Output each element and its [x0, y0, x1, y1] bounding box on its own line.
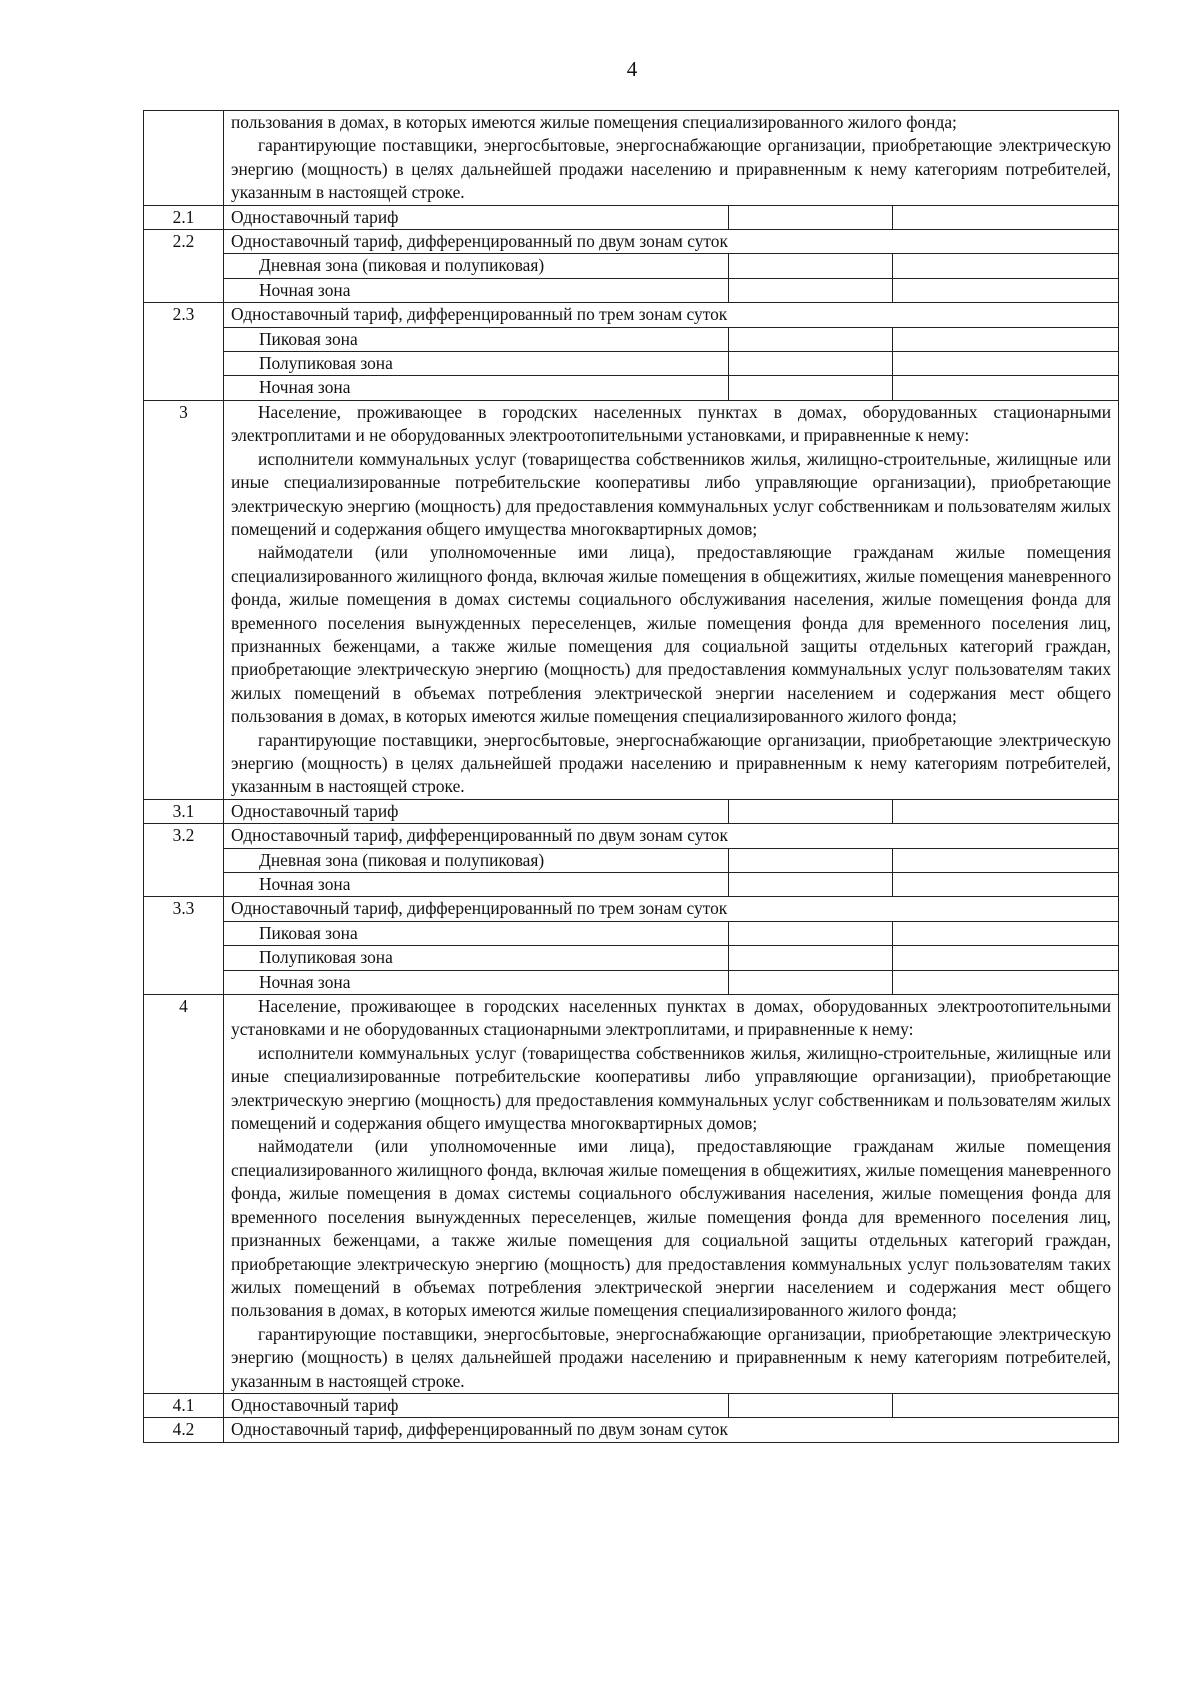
table-row [144, 1418, 1119, 1442]
row-number: 3.2 [144, 824, 224, 897]
value-cell [729, 946, 893, 970]
row-number: 3.3 [144, 897, 224, 995]
value-cell [893, 848, 1119, 872]
table-row [144, 946, 1119, 970]
row-label: Одноставочный тариф [224, 205, 729, 229]
zone-label: Пиковая зона [224, 921, 729, 945]
zone-label: Ночная зона [224, 376, 729, 400]
value-cell [729, 970, 893, 994]
group-4-suppliers: гарантирующие поставщики, энергосбытовые, энергоснабжающие организации, приобретающие электрическую энергию (мощность) в целях дальнейшей продажи населению и приравненным к нему категориям потребителей, указанным в настоящей строке. [231, 1323, 1112, 1391]
value-cell [729, 352, 893, 376]
value-cell [893, 799, 1119, 823]
row-label: Одноставочный тариф, дифференцированный по трем зонам суток [224, 303, 1119, 327]
row-number: 3.1 [144, 799, 224, 823]
value-cell [729, 873, 893, 897]
value-cell [893, 921, 1119, 945]
value-cell [893, 376, 1119, 400]
row-label: Одноставочный тариф, дифференцированный по двум зонам суток [224, 230, 1119, 254]
value-cell [893, 205, 1119, 229]
group-4-landlords: наймодатели (или уполномоченные ими лица), предоставляющие гражданам жилые помещения специализированного жилищного фонда, включая жилые помещения в общежитиях, жилые помещения маневренного фонда, жилые помещения в домах системы социального обслуживания населения, жилые помещения фонда для временного поселения вынужденных переселенцев, жилые помещения фонда для временного поселения лиц, признанных беженцами, а также жилые помещения для социальной защиты отдельных категорий граждан, приобретающие электрическую энергию (мощность) для предоставления коммунальных услуг пользователям таких жилых помещений в объемах потребления электрической энергии населением и содержания мест общего пользования в домах, в которых имеются жилые помещения специализированного жилого фонда; [231, 1136, 1112, 1321]
table-row [144, 921, 1119, 945]
value-cell [729, 278, 893, 302]
group-2-description [224, 111, 1119, 206]
zone-label: Ночная зона [224, 278, 729, 302]
table-row [144, 205, 1119, 229]
value-cell [729, 1393, 893, 1417]
group-4-executors: исполнители коммунальных услуг (товарищества собственников жилья, жилищно-строительные, жилищные или иные специализированные потребительские кооперативы либо управляющие организации), приобретающие электрическую энергию (мощность) для предоставления коммунальных услуг собственникам и пользователям жилых помещений и содержания общего имущества многоквартирных домов; [231, 1042, 1112, 1134]
group-3-suppliers: гарантирующие поставщики, энергосбытовые, энергоснабжающие организации, приобретающие электрическую энергию (мощность) в целях дальнейшей продажи населению и приравненным к нему категориям потребителей, указанным в настоящей строке. [231, 729, 1112, 797]
table-row [144, 970, 1119, 994]
row-number: 2.2 [144, 230, 224, 303]
value-cell [729, 327, 893, 351]
group-3-description [224, 400, 1119, 799]
table-row [144, 848, 1119, 872]
page-number: 4 [626, 57, 638, 81]
value-cell [893, 946, 1119, 970]
row-number: 4.2 [144, 1418, 224, 1442]
group-2-continuation: пользования в домах, в которых имеются жилые помещения специализированного жилого фонда; [231, 112, 957, 132]
row-number: 2.3 [144, 303, 224, 401]
table-row [144, 897, 1119, 921]
value-cell [729, 799, 893, 823]
zone-label: Дневная зона (пиковая и полупиковая) [224, 254, 729, 278]
table-row [144, 824, 1119, 848]
zone-label: Дневная зона (пиковая и полупиковая) [224, 848, 729, 872]
row-label: Одноставочный тариф, дифференцированный по трем зонам суток [224, 897, 1119, 921]
value-cell [893, 254, 1119, 278]
group-3-executors: исполнители коммунальных услуг (товарищества собственников жилья, жилищно-строительные, жилищные или иные специализированные потребительские кооперативы либо управляющие организации), приобретающие электрическую энергию (мощность) для предоставления коммунальных услуг собственникам и пользователям жилых помещений и содержания общего имущества многоквартирных домов; [231, 448, 1112, 539]
value-cell [893, 873, 1119, 897]
row-number: 2.1 [144, 205, 224, 229]
group-3-landlords: наймодатели (или уполномоченные ими лица), предоставляющие гражданам жилые помещения специализированного жилищного фонда, включая жилые помещения в общежитиях, жилые помещения маневренного фонда, жилые помещения в домах системы социального обслуживания населения, жилые помещения фонда для временного поселения вынужденных переселенцев, жилые помещения фонда для временного поселения лиц, признанных беженцами, а также жилые помещения для социальной защиты отдельных категорий граждан, приобретающие электрическую энергию (мощность) для предоставления коммунальных услуг пользователям таких жилых помещений в объемах потребления электрической энергии населением и содержания мест общего пользования в домах, в которых имеются жилые помещения специализированного жилого фонда; [231, 542, 1112, 727]
table-row [144, 400, 1119, 799]
table-row [144, 799, 1119, 823]
value-cell [729, 376, 893, 400]
table-row [144, 327, 1119, 351]
table-row [144, 376, 1119, 400]
table-row [144, 352, 1119, 376]
zone-label: Ночная зона [224, 970, 729, 994]
zone-label: Пиковая зона [224, 327, 729, 351]
row-label: Одноставочный тариф [224, 799, 729, 823]
group-3-intro: Население, проживающее в городских населенных пунктах в домах, оборудованных стационарными электроплитами и не оборудованных электроотопительными установками, и приравненные к нему: [231, 401, 1112, 446]
table-row [144, 278, 1119, 302]
row-number: 4.1 [144, 1393, 224, 1417]
group-4-description [224, 995, 1119, 1394]
table-row [144, 995, 1119, 1394]
group-4-intro: Население, проживающее в городских населенных пунктах в домах, оборудованных электроотопительными установками и не оборудованных стационарными электроплитами, и приравненные к нему: [231, 996, 1112, 1040]
table-row [144, 111, 1119, 206]
value-cell [893, 327, 1119, 351]
zone-label: Ночная зона [224, 873, 729, 897]
row-label: Одноставочный тариф [224, 1393, 729, 1417]
value-cell [893, 352, 1119, 376]
value-cell [893, 1393, 1119, 1417]
tariff-table [143, 110, 1119, 1443]
row-label: Одноставочный тариф, дифференцированный по двум зонам суток [224, 1418, 1119, 1442]
table-row [144, 230, 1119, 254]
value-cell [729, 921, 893, 945]
value-cell [729, 254, 893, 278]
table-row [144, 1393, 1119, 1417]
value-cell [893, 278, 1119, 302]
row-number: 4 [144, 995, 224, 1394]
table-row [144, 873, 1119, 897]
group-2-suppliers: гарантирующие поставщики, энергосбытовые, энергоснабжающие организации, приобретающие электрическую энергию (мощность) в целях дальнейшей продажи населению и приравненным к нему категориям потребителей, указанным в настоящей строке. [231, 135, 1112, 203]
row-number: 3 [144, 400, 224, 799]
table-row [144, 254, 1119, 278]
table-row [144, 303, 1119, 327]
row-label: Одноставочный тариф, дифференцированный по двум зонам суток [224, 824, 1119, 848]
value-cell [893, 970, 1119, 994]
value-cell [729, 848, 893, 872]
zone-label: Полупиковая зона [224, 946, 729, 970]
zone-label: Полупиковая зона [224, 352, 729, 376]
value-cell [729, 205, 893, 229]
